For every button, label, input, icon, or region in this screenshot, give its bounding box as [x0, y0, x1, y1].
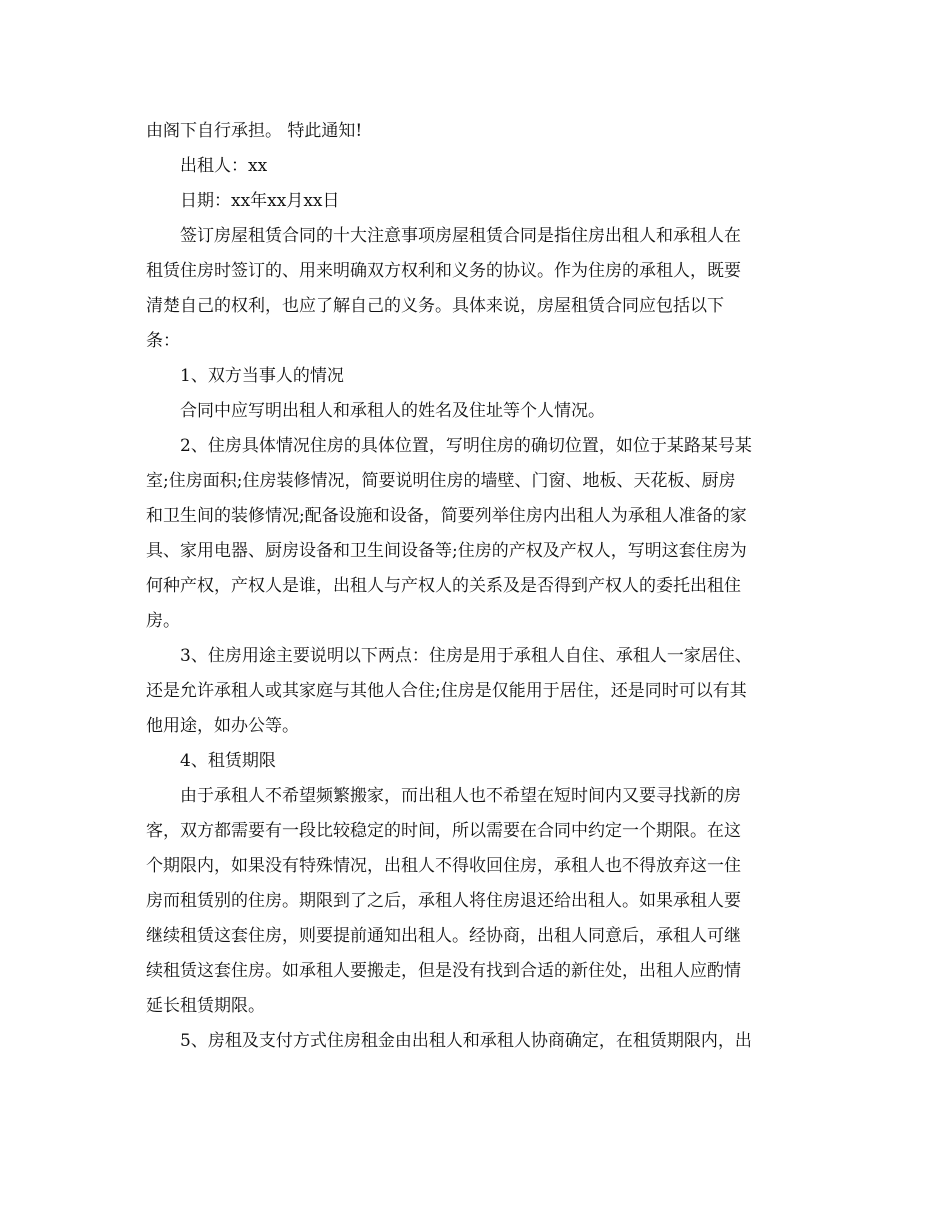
text-line: 房。: [146, 611, 180, 631]
text-line: 和卫生间的装修情况;配备设施和设备，简要列举住房内出租人为承租人准备的家: [146, 506, 747, 526]
text-line: 合同中应写明出租人和承租人的姓名及住址等个人情况。: [180, 401, 605, 421]
document-body: [146, 114, 810, 1059]
text-line: 1、双方当事人的情况: [180, 366, 344, 386]
text-line: 租赁住房时签订的、用来明确双方权利和义务的协议。作为住房的承租人，既要: [146, 261, 741, 281]
document-page: [146, 114, 810, 1059]
text-line: 继续租赁这套住房，则要提前通知出租人。经协商，出租人同意后，承租人可继: [146, 926, 741, 946]
text-line: 房而租赁别的住房。期限到了之后，承租人将住房退还给出租人。如果承租人要: [146, 891, 741, 911]
text-line: 延长租赁期限。: [146, 996, 265, 1016]
text-line: 室;住房面积;住房装修情况，简要说明住房的墙壁、门窗、地板、天花板、厨房: [146, 471, 736, 491]
text-line: 续租赁这套住房。如承租人要搬走，但是没有找到合适的新住处，出租人应酌情: [146, 961, 741, 981]
text-line: 3、住房用途主要说明以下两点：住房是用于承租人自住、承租人一家居住、: [180, 646, 752, 666]
text-line: 他用途，如办公等。: [146, 716, 299, 736]
text-line: 条：: [146, 331, 180, 351]
text-line: 何种产权，产权人是谁，出租人与产权人的关系及是否得到产权人的委托出租住: [146, 576, 741, 596]
text-line: 出租人：xx: [180, 156, 268, 176]
text-line: 清楚自己的权利，也应了解自己的义务。具体来说，房屋租赁合同应包括以下: [146, 296, 724, 316]
text-line: 日期：xx年xx月xx日: [180, 191, 340, 211]
text-line: 5、房租及支付方式住房租金由出租人和承租人协商确定，在租赁期限内，出: [180, 1031, 752, 1051]
text-line: 还是允许承租人或其家庭与其他人合住;住房是仅能用于居住，还是同时可以有其: [146, 681, 747, 701]
text-line: 2、住房具体情况住房的具体位置，写明住房的确切位置，如位于某路某号某: [180, 436, 752, 456]
text-line: 由于承租人不希望频繁搬家，而出租人也不希望在短时间内又要寻找新的房: [180, 786, 741, 806]
text-line: 签订房屋租赁合同的十大注意事项房屋租赁合同是指住房出租人和承租人在: [180, 226, 741, 246]
text-line: 客，双方都需要有一段比较稳定的时间，所以需要在合同中约定一个期限。在这: [146, 821, 741, 841]
text-line: 由阁下自行承担。 特此通知!: [146, 121, 363, 141]
text-line: 个期限内，如果没有特殊情况，出租人不得收回住房，承租人也不得放弃这一住: [146, 856, 741, 876]
text-line: 具、家用电器、厨房设备和卫生间设备等;住房的产权及产权人，写明这套住房为: [146, 541, 747, 561]
text-line: 4、租赁期限: [180, 751, 276, 771]
